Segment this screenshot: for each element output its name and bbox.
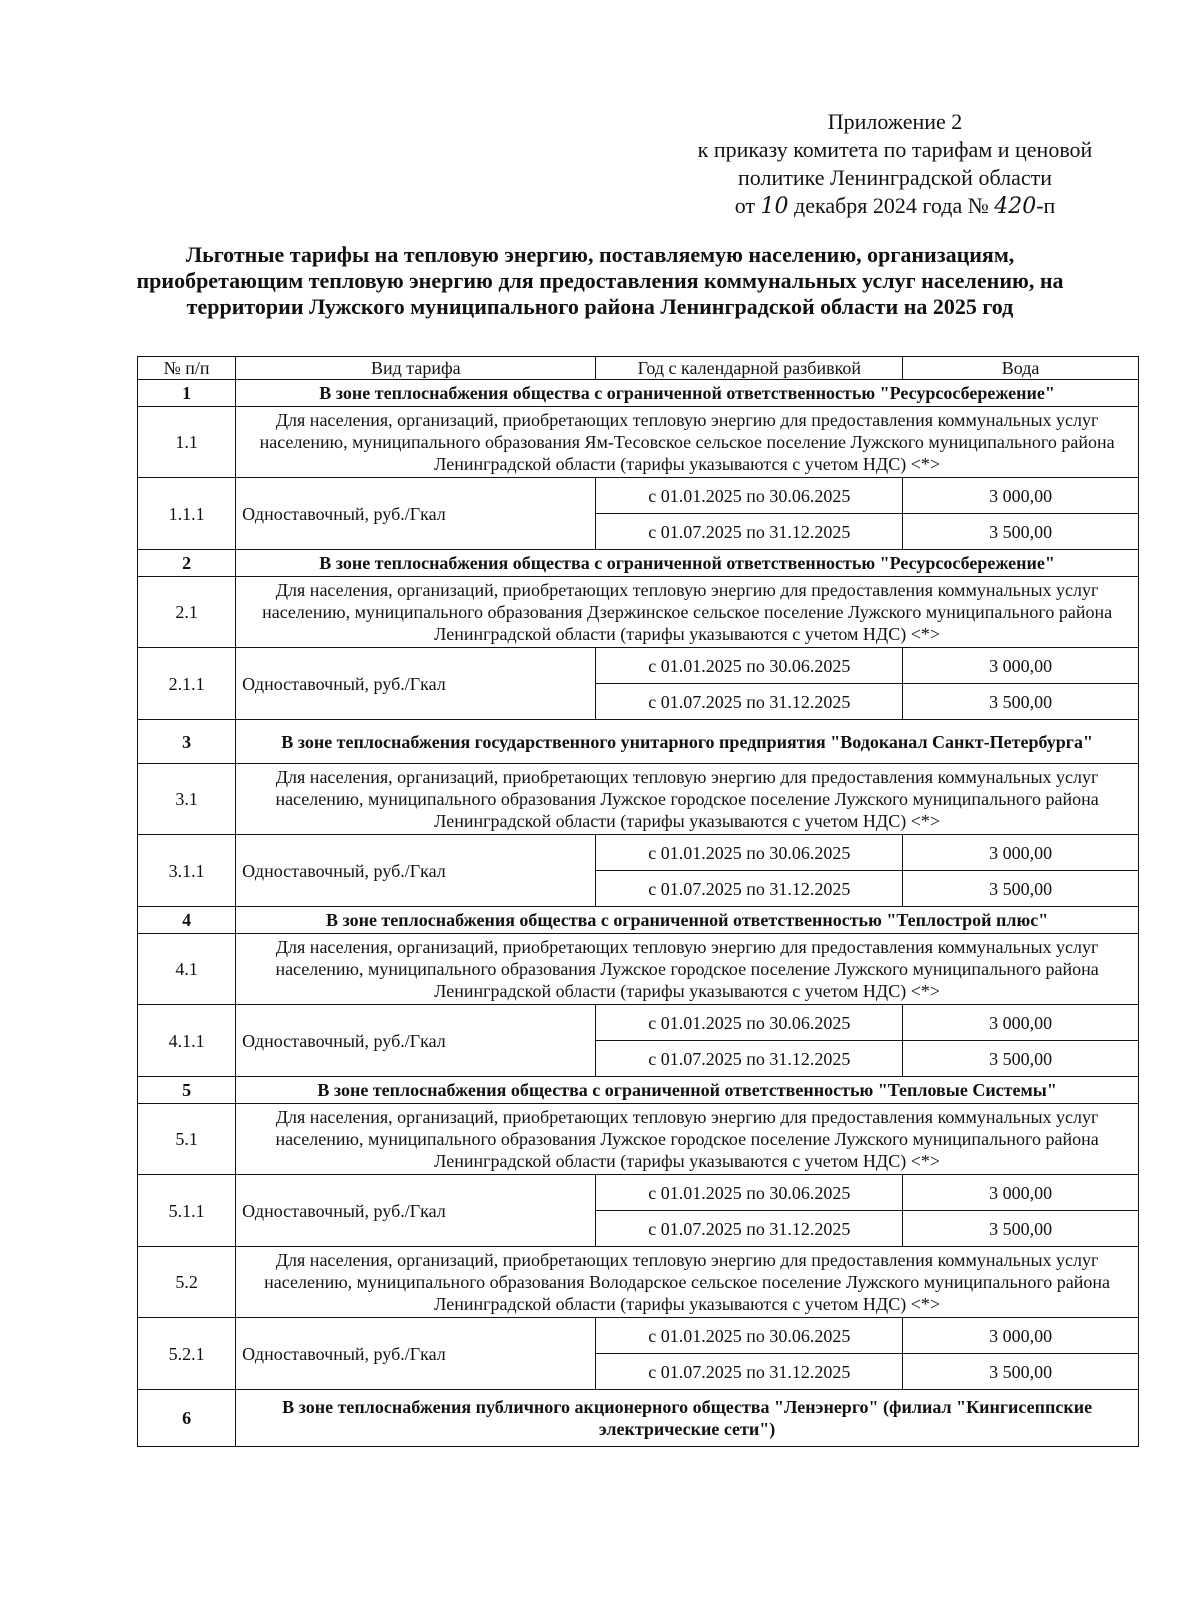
- value-cell: 3 500,00: [903, 1041, 1139, 1077]
- tariff-row: [138, 648, 1139, 684]
- tariff-row: [138, 478, 1139, 514]
- tariff-row: [138, 835, 1139, 871]
- value-cell: 3 500,00: [903, 871, 1139, 907]
- description-text: Для населения, организаций, приобретающих тепловую энергию для предоставления коммунальных услуг населению, муниципального образования Лужское городское поселение Лужского муниципального района Ленинградской области (тарифы указываются с учетом НДС) <*>: [236, 934, 1139, 1005]
- description-text: Для населения, организаций, приобретающих тепловую энергию для предоставления коммунальных услуг населению, муниципального образования Володарское сельское поселение Лужского муниципального района Ленинградской области (тарифы указываются с учетом НДС) <*>: [236, 1247, 1139, 1318]
- value-cell: 3 500,00: [903, 514, 1139, 550]
- header-period: Год с календарной разбивкой: [596, 357, 903, 380]
- date-rest: декабря 2024 года №: [794, 193, 989, 218]
- tariff-type: Одноставочный, руб./Гкал: [236, 835, 596, 907]
- zone-row: [138, 720, 1139, 764]
- table-header-row: [138, 357, 1139, 380]
- handwritten-order-number: 420: [994, 194, 1037, 219]
- value-cell: 3 000,00: [903, 835, 1139, 871]
- header-value: Вода: [903, 357, 1139, 380]
- zone-text: В зоне теплоснабжения общества с ограниченной ответственностью "Ресурсосбережение": [236, 550, 1139, 577]
- description-text: Для населения, организаций, приобретающих тепловую энергию для предоставления коммунальных услуг населению, муниципального образования Дзержинское сельское поселение Лужского муниципального района Ленинградской области (тарифы указываются с учетом НДС) <*>: [236, 577, 1139, 648]
- description-row: [138, 577, 1139, 648]
- description-row: [138, 1104, 1139, 1175]
- value-cell: 3 500,00: [903, 684, 1139, 720]
- tariff-row: [138, 1175, 1139, 1211]
- appendix-label: Приложение 2: [827, 109, 963, 134]
- row-num: 5.1.1: [138, 1175, 236, 1247]
- tariff-table: [137, 356, 1139, 1447]
- row-num: 5.1: [138, 1104, 236, 1175]
- zone-text: В зоне теплоснабжения публичного акционерного общества "Ленэнерго" (филиал "Кингисеппские электрические сети"): [236, 1390, 1139, 1447]
- row-num: 4.1: [138, 934, 236, 1005]
- row-num: 3: [138, 720, 236, 764]
- tariff-type: Одноставочный, руб./Гкал: [236, 648, 596, 720]
- period-cell: с 01.07.2025 по 31.12.2025: [596, 871, 903, 907]
- tariff-type: Одноставочный, руб./Гкал: [236, 1005, 596, 1077]
- header-type: Вид тарифа: [236, 357, 596, 380]
- row-num: 3.1: [138, 764, 236, 835]
- header-num: № п/п: [138, 357, 236, 380]
- handwritten-day: 10: [760, 194, 789, 219]
- row-num: 1.1: [138, 407, 236, 478]
- zone-text: В зоне теплоснабжения общества с ограниченной ответственностью "Ресурсосбережение": [236, 380, 1139, 407]
- row-num: 1: [138, 380, 236, 407]
- period-cell: с 01.01.2025 по 30.06.2025: [596, 478, 903, 514]
- tariff-type: Одноставочный, руб./Гкал: [236, 1318, 596, 1390]
- value-cell: 3 000,00: [903, 1175, 1139, 1211]
- zone-row: [138, 1077, 1139, 1104]
- row-num: 5.2: [138, 1247, 236, 1318]
- zone-row: [138, 380, 1139, 407]
- row-num: 4.1.1: [138, 1005, 236, 1077]
- value-cell: 3 000,00: [903, 478, 1139, 514]
- value-cell: 3 500,00: [903, 1211, 1139, 1247]
- zone-text: В зоне теплоснабжения общества с ограниченной ответственностью "Тепловые Системы": [236, 1077, 1139, 1104]
- zone-row: [138, 907, 1139, 934]
- row-num: 5: [138, 1077, 236, 1104]
- description-row: [138, 407, 1139, 478]
- period-cell: с 01.01.2025 по 30.06.2025: [596, 835, 903, 871]
- document-header: [660, 108, 1130, 221]
- value-cell: 3 000,00: [903, 648, 1139, 684]
- period-cell: с 01.01.2025 по 30.06.2025: [596, 1318, 903, 1354]
- order-reference-line1: к приказу комитета по тарифам и ценовой: [697, 137, 1093, 162]
- order-suffix: -п: [1036, 193, 1056, 218]
- description-row: [138, 764, 1139, 835]
- value-cell: 3 000,00: [903, 1005, 1139, 1041]
- row-num: 4: [138, 907, 236, 934]
- period-cell: с 01.07.2025 по 31.12.2025: [596, 684, 903, 720]
- row-num: 2.1.1: [138, 648, 236, 720]
- description-text: Для населения, организаций, приобретающих тепловую энергию для предоставления коммунальных услуг населению, муниципального образования Лужское городское поселение Лужского муниципального района Ленинградской области (тарифы указываются с учетом НДС) <*>: [236, 764, 1139, 835]
- row-num: 5.2.1: [138, 1318, 236, 1390]
- row-num: 6: [138, 1390, 236, 1447]
- row-num: 1.1.1: [138, 478, 236, 550]
- description-row: [138, 934, 1139, 1005]
- period-cell: с 01.01.2025 по 30.06.2025: [596, 1175, 903, 1211]
- description-text: Для населения, организаций, приобретающих тепловую энергию для предоставления коммунальных услуг населению, муниципального образования Лужское городское поселение Лужского муниципального района Ленинградской области (тарифы указываются с учетом НДС) <*>: [236, 1104, 1139, 1175]
- tariff-row: [138, 1318, 1139, 1354]
- tariff-row: [138, 1005, 1139, 1041]
- tariff-type: Одноставочный, руб./Гкал: [236, 1175, 596, 1247]
- period-cell: с 01.07.2025 по 31.12.2025: [596, 1354, 903, 1390]
- date-prefix: от: [734, 193, 756, 218]
- document-title: Льготные тарифы на тепловую энергию, поставляемую населению, организациям, приобретающим тепловую энергию для предоставления коммунальных услуг населению, на территории Лужского муниципального района Ленинградской области на 2025 год: [136, 242, 1064, 319]
- period-cell: с 01.07.2025 по 31.12.2025: [596, 1211, 903, 1247]
- period-cell: с 01.01.2025 по 30.06.2025: [596, 1005, 903, 1041]
- zone-text: В зоне теплоснабжения общества с ограниченной ответственностью "Теплострой плюс": [236, 907, 1139, 934]
- row-num: 2: [138, 550, 236, 577]
- value-cell: 3 000,00: [903, 1318, 1139, 1354]
- order-reference-line2: политике Ленинградской области: [737, 165, 1052, 190]
- period-cell: с 01.01.2025 по 30.06.2025: [596, 648, 903, 684]
- row-num: 3.1.1: [138, 835, 236, 907]
- description-row: [138, 1247, 1139, 1318]
- row-num: 2.1: [138, 577, 236, 648]
- period-cell: с 01.07.2025 по 31.12.2025: [596, 1041, 903, 1077]
- zone-row: [138, 550, 1139, 577]
- zone-text: В зоне теплоснабжения государственного унитарного предприятия "Водоканал Санкт-Петербурга": [236, 720, 1139, 764]
- tariff-type: Одноставочный, руб./Гкал: [236, 478, 596, 550]
- order-date-line: [660, 192, 1130, 221]
- zone-row: [138, 1390, 1139, 1447]
- description-text: Для населения, организаций, приобретающих тепловую энергию для предоставления коммунальных услуг населению, муниципального образования Ям-Тесовское сельское поселение Лужского муниципального района Ленинградской области (тарифы указываются с учетом НДС) <*>: [236, 407, 1139, 478]
- value-cell: 3 500,00: [903, 1354, 1139, 1390]
- period-cell: с 01.07.2025 по 31.12.2025: [596, 514, 903, 550]
